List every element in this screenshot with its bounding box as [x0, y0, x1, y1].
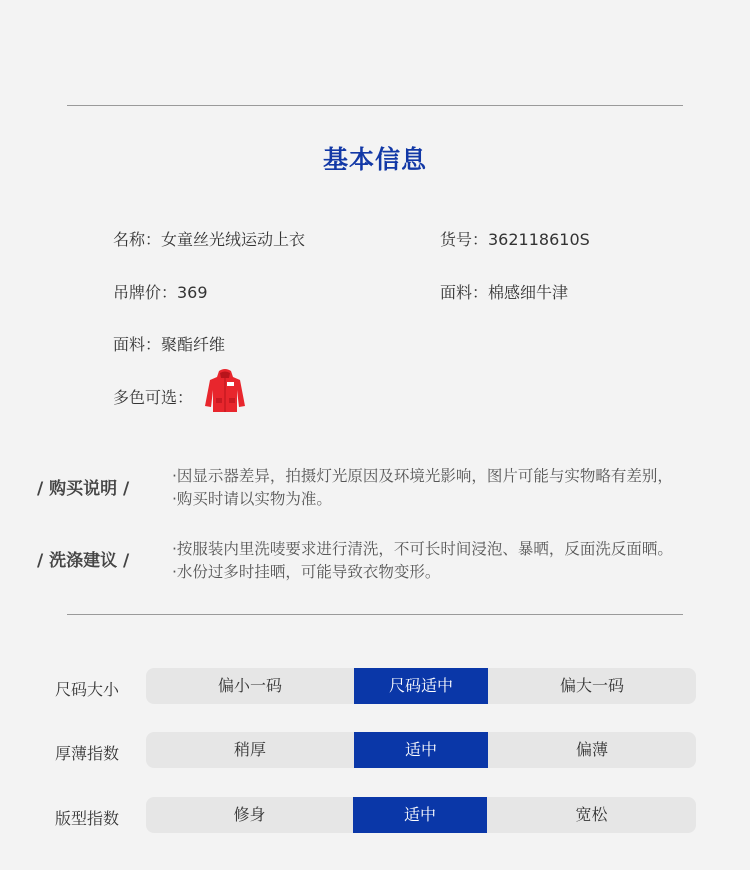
item-number: 货号：362118610S	[440, 230, 590, 249]
thickness-scale	[146, 732, 696, 768]
size-scale	[146, 668, 696, 704]
thickness-option-thin[interactable]: 偏薄	[575, 740, 608, 759]
fabric-secondary: 面料：聚酯纤维	[113, 335, 226, 354]
jacket-icon	[204, 368, 246, 414]
bottom-divider	[67, 614, 683, 615]
fit-scale-label: 版型指数	[55, 809, 120, 828]
size-option-large[interactable]: 偏大一码	[559, 676, 624, 695]
thickness-option-thick[interactable]: 稍厚	[233, 740, 266, 759]
thickness-option-medium[interactable]: 适中	[354, 732, 488, 768]
red-jacket-swatch[interactable]	[204, 368, 246, 414]
fit-option-regular[interactable]: 适中	[353, 797, 487, 833]
top-divider	[67, 105, 683, 106]
wash-note-label: / 洗涤建议 /	[37, 551, 130, 571]
product-name: 名称：女童丝光绒运动上衣	[113, 230, 306, 249]
fabric-primary: 面料：棉感细牛津	[440, 283, 569, 302]
purchase-note-line: ·购买时请以实物为准。	[172, 490, 332, 508]
fit-scale	[146, 797, 696, 833]
fit-option-loose[interactable]: 宽松	[575, 805, 608, 824]
wash-note-line: ·按服装内里洗唛要求进行清洗，不可长时间浸泡、暴晒，反面洗反面晒。	[172, 540, 673, 558]
tag-price: 吊牌价：369	[113, 283, 208, 302]
purchase-note-line: ·因显示器差异，拍摄灯光原因及环境光影响，图片可能与实物略有差别，	[172, 467, 673, 485]
size-scale-label: 尺码大小	[55, 680, 120, 699]
section-title: 基本信息	[322, 145, 427, 174]
purchase-note-label: / 购买说明 /	[37, 479, 130, 499]
colors-label: 多色可选：	[113, 388, 194, 407]
fit-option-slim[interactable]: 修身	[233, 805, 266, 824]
size-option-fit[interactable]: 尺码适中	[354, 668, 488, 704]
thickness-scale-label: 厚薄指数	[55, 744, 120, 763]
wash-note-line: ·水份过多时挂晒，可能导致衣物变形。	[172, 563, 441, 581]
size-option-small[interactable]: 偏小一码	[217, 676, 282, 695]
